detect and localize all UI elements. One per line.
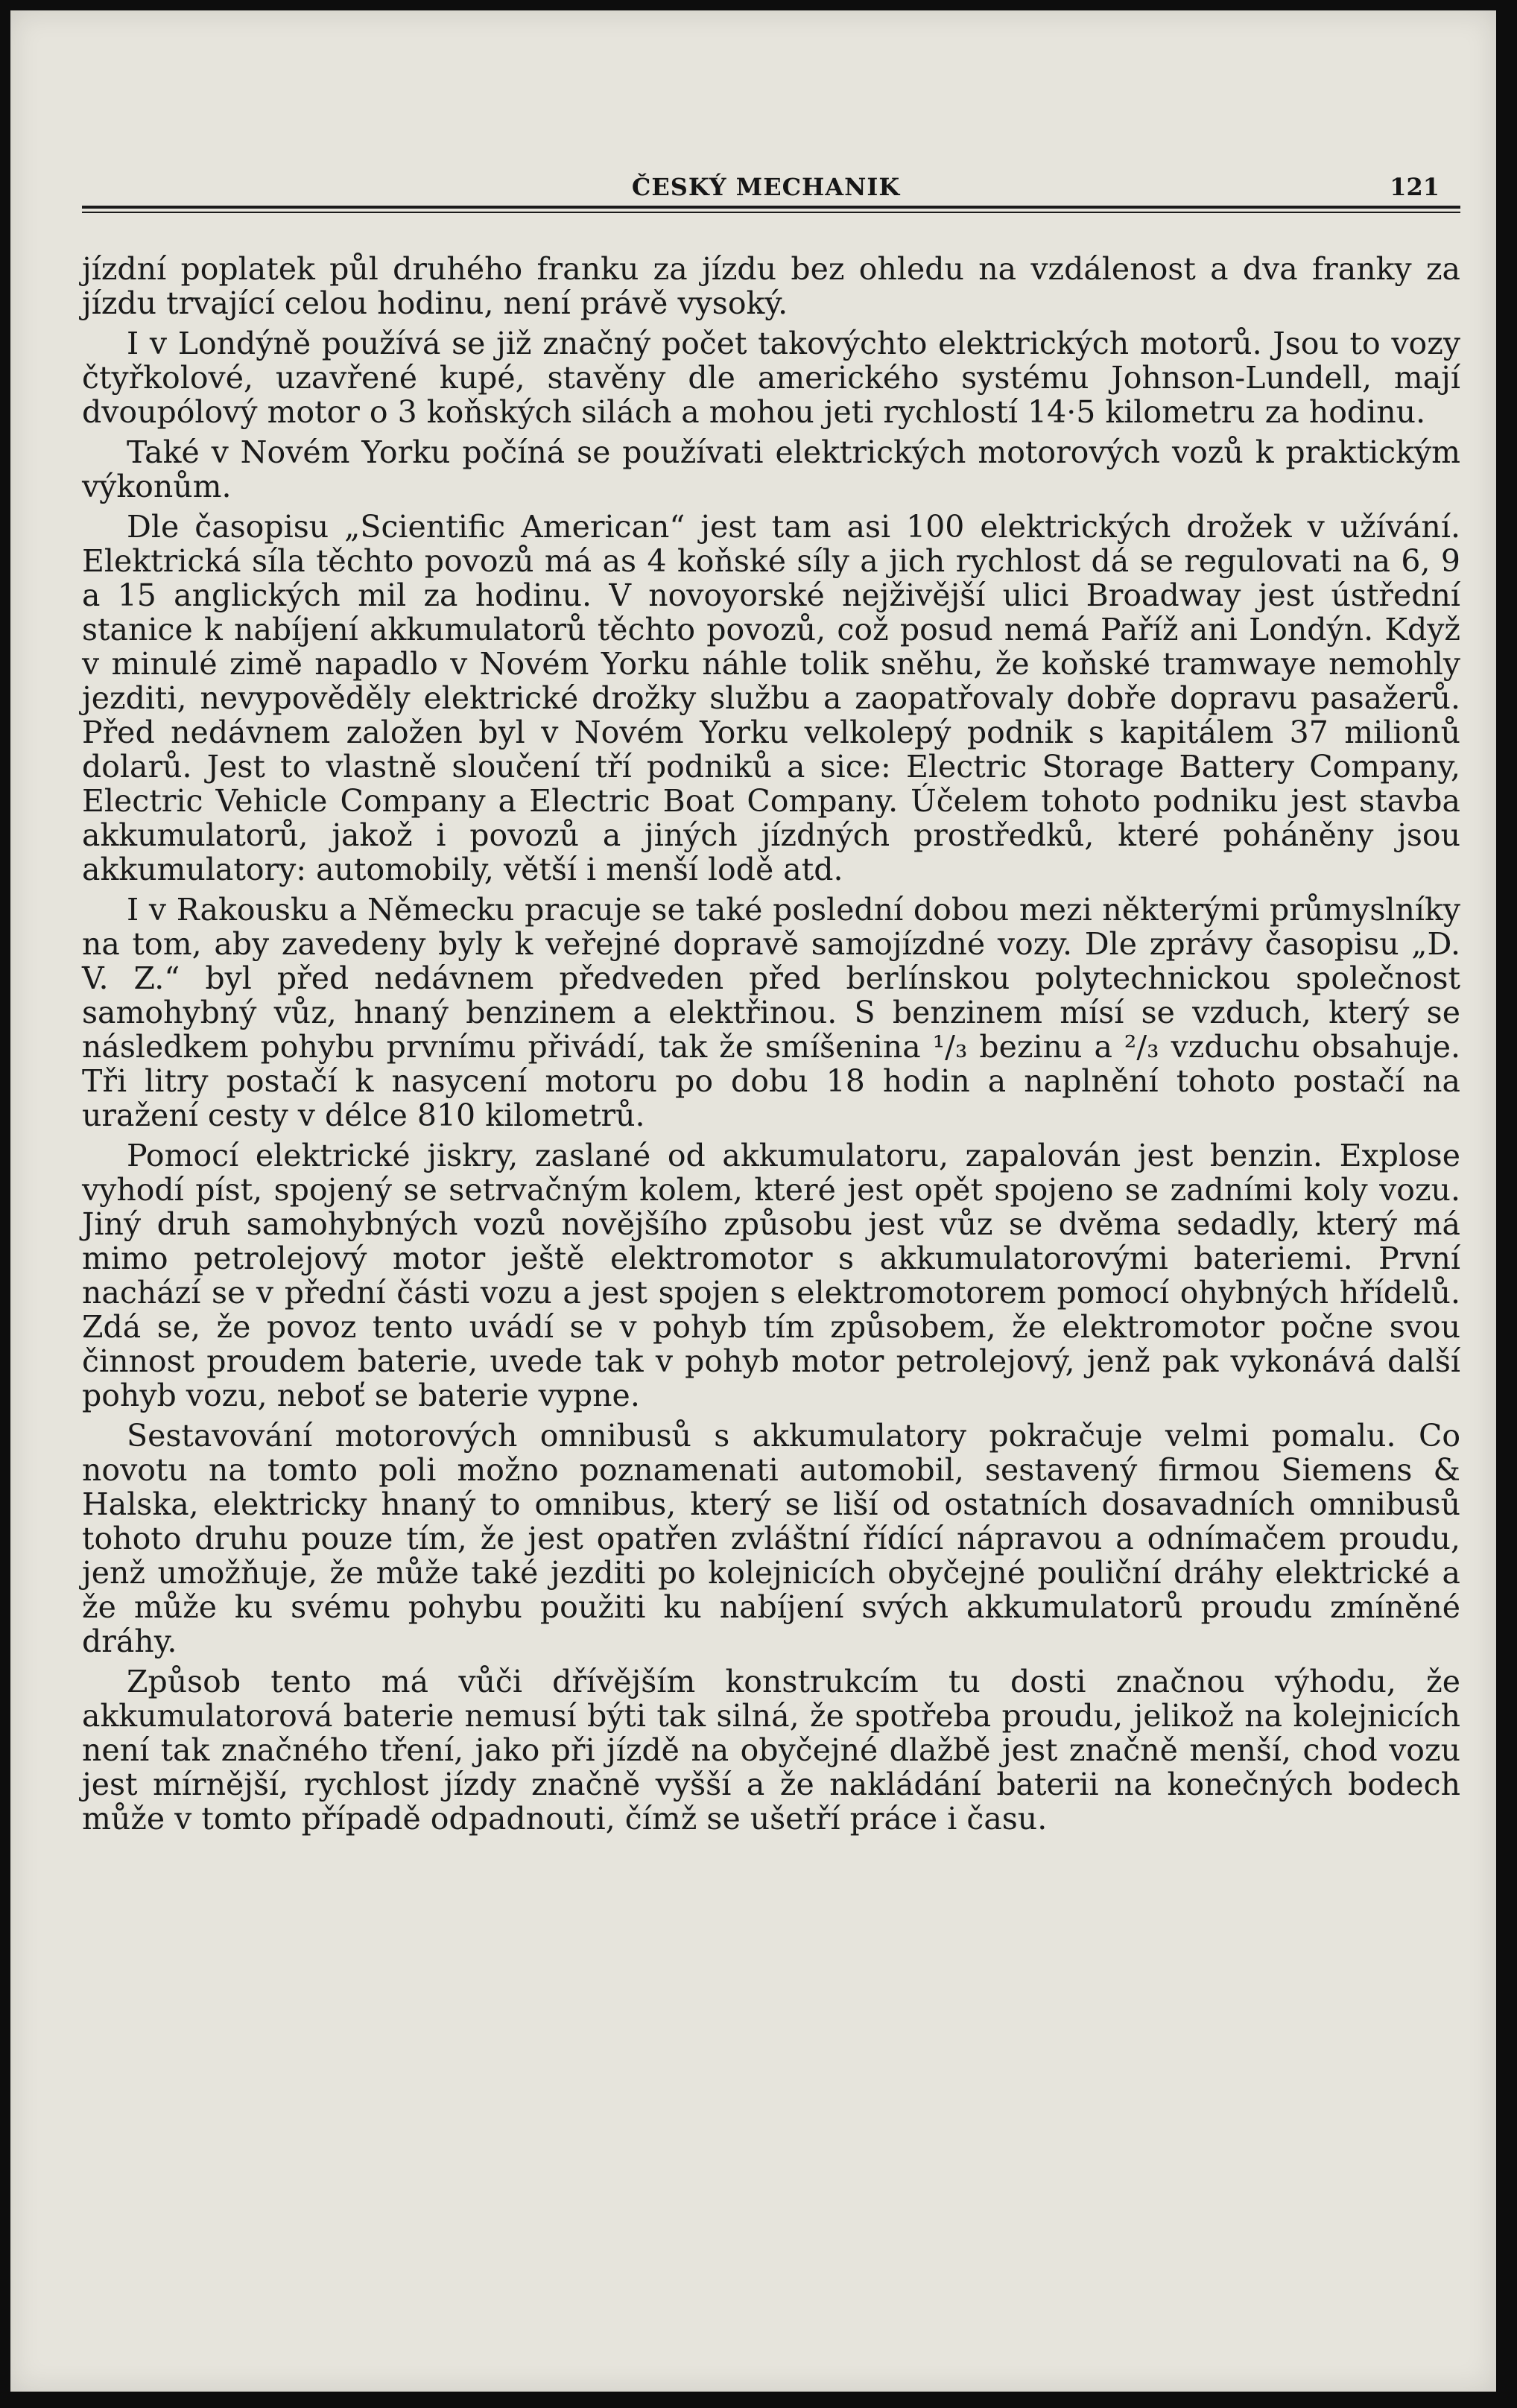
article-body	[82, 252, 1460, 1842]
running-title: ČESKÝ MECHANIK	[631, 173, 901, 201]
paragraph: Dle časopisu „Scientific American“ jest tam asi 100 elektrických drožek v užívání. Elektrická síla těchto povozů má as 4 koňské síly a jich rychlost dá se regulovati na 6, 9 a 15 anglických mil za hodinu. V novoyorské nejživější ulici Broadway jest ústřední stanice k nabíjení akkumulatorů těchto povozů, což posud nemá Paříž ani Londýn. Když v minulé zimě napadlo v Novém Yorku náhle tolik sněhu, že koňské tramwaye nemohly jezditi, nevypověděly elektrické drožky službu a zaopatřovaly dobře dopravu pasažerů. Před nedávnem založen byl v Novém Yorku velkolepý podnik s kapitálem 37 milionů dolarů. Jest to vlastně sloučení tří podniků a sice: Electric Storage Battery Company, Electric Vehicle Company a Electric Boat Company. Účelem tohoto podniku jest stavba akkumulatorů, jakož i povozů a jiných jízdných prostředků, které poháněny jsou akkumulatory: automobily, větší i menší lodě atd.	[82, 509, 1460, 887]
paragraph: Pomocí elektrické jiskry, zaslané od akkumulatoru, zapalován jest benzin. Explose vyhodí píst, spojený se setrvačným kolem, které jest opět spojeno se zadními koly vozu. Jiný druh samohybných vozů novějšího způsobu jest vůz se dvěma sedadly, který má mimo petrolejový motor ještě elektromotor s akkumulatorovými bateriemi. První nachází se v přední části vozu a jest spojen s elektromotorem pomocí ohybných hřídelů. Zdá se, že povoz tento uvádí se v pohyb tím způsobem, že elektromotor počne svou činnost proudem baterie, uvede tak v pohyb motor petrolejový, jenž pak vykonává další pohyb vozu, neboť se baterie vypne.	[82, 1138, 1460, 1413]
paragraph: jízdní poplatek půl druhého franku za jízdu bez ohledu na vzdálenost a dva franky za jízdu trvající celou hodinu, není právě vysoký.	[82, 251, 1460, 321]
paragraph: Také v Novém Yorku počíná se používati elektrických motorových vozů k praktickým výkonům.	[82, 434, 1460, 504]
paragraph: I v Londýně používá se již značný počet takovýchto elektrických motorů. Jsou to vozy čtyřkolové, uzavřené kupé, stavěny dle amerického systému Johnson-Lundell, mají dvoupólový motor o 3 koňských silách a mohou jeti rychlostí 14·5 kilometru za hodinu.	[82, 326, 1460, 430]
paragraph: Sestavování motorových omnibusů s akkumulatory pokračuje velmi pomalu. Co novotu na tomto poli možno poznamenati automobil, sestavený firmou Siemens & Halska, elektricky hnaný to omnibus, který se liší od ostatních dosavadních omnibusů tohoto druhu pouze tím, že jest opatřen zvláštní řídící nápravou a odnímačem proudu, jenž umožňuje, že může také jezditi po kolejnicích obyčejné pouliční dráhy elektrické a že může ku svému pohybu použiti ku nabíjení svých akkumulatorů proudu zmíněné dráhy.	[82, 1418, 1460, 1659]
page-number: 121	[1390, 173, 1440, 201]
paragraph: I v Rakousku a Německu pracuje se také poslední dobou mezi některými průmyslníky na tom, aby zavedeny byly k veřejné dopravě samojízdné vozy. Dle zprávy časopisu „D. V. Z.“ byl před nedávnem předveden před berlínskou polytechnickou společnost samohybný vůz, hnaný benzinem a elektřinou. S benzinem mísí se vzduch, který se následkem pohybu prvnímu přivádí, tak že smíšenina ¹/₃ bezinu a ²/₃ vzduchu obsahuje. Tři litry postačí k nasycení motoru po dobu 18 hodin a naplnění tohoto postačí na uražení cesty v délce 810 kilometrů.	[82, 892, 1460, 1133]
page-header	[92, 173, 1440, 210]
paragraph: Způsob tento má vůči dřívějším konstrukcím tu dosti značnou výhodu, že akkumulatorová baterie nemusí býti tak silná, že spotřeba proudu, jelikož na kolejnicích není tak značného tření, jako při jízdě na obyčejné dlažbě jest značně menší, chod vozu jest mírnější, rychlost jízdy značně vyšší a že nakládání baterii na konečných bodech může v tomto případě odpadnouti, čímž se ušetří práce i času.	[82, 1664, 1460, 1837]
header-rule-thick	[82, 206, 1460, 209]
header-rule-thin	[82, 212, 1460, 213]
